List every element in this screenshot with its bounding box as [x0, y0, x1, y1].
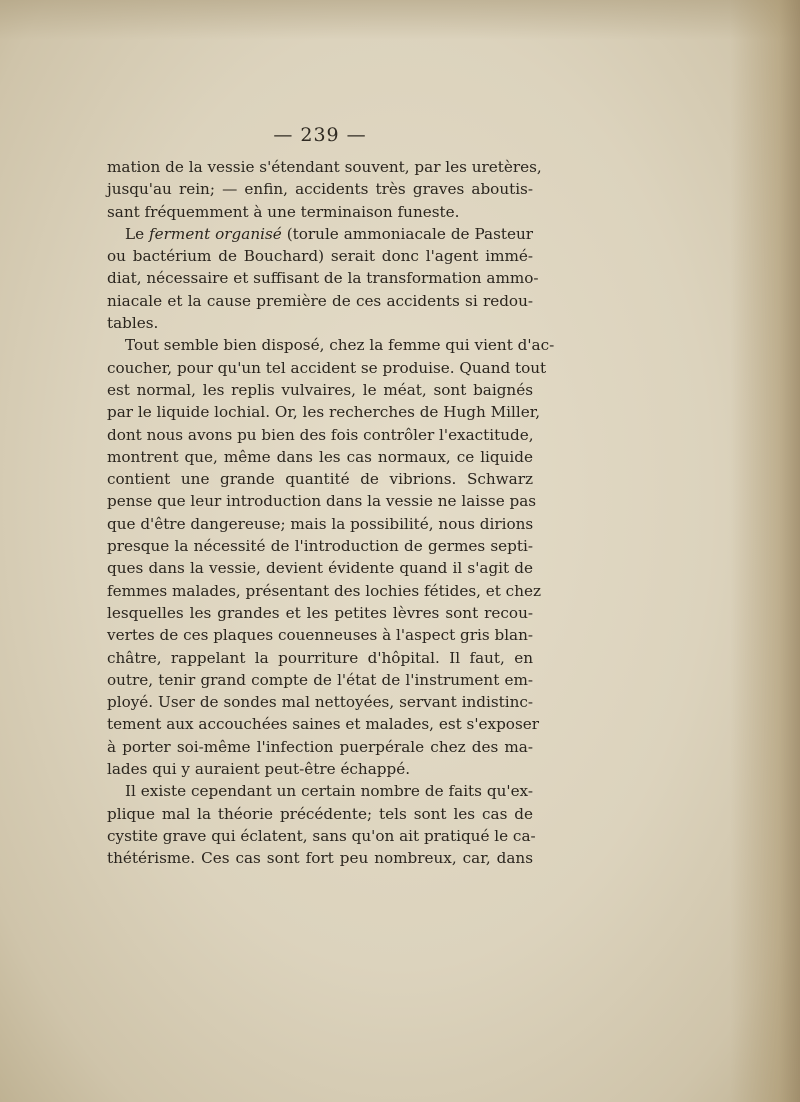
text-line: jusqu'au rein; — enfin, accidents très graves aboutis- — [107, 180, 533, 199]
page-edge-shadow-right — [730, 0, 800, 1102]
text-line: tement aux accouchées saines et malades, est s'exposer — [107, 715, 539, 734]
text-line: ployé. User de sondes mal nettoyées, servant indistinc- — [107, 693, 533, 712]
text-line: par le liquide lochial. Or, les recherches de Hugh Miller, — [107, 403, 541, 422]
text-line: à porter soi-même l'infection puerpérale chez des ma- — [107, 737, 533, 756]
text-line: ques dans la vessie, devient évidente quand il s'agit de — [107, 559, 533, 578]
text-line: ou bactérium de Bouchard) serait donc l'agent immé- — [107, 247, 533, 266]
text-line: plique mal la théorie précédente; tels sont les cas de — [107, 804, 533, 823]
text-line: vertes de ces plaques couenneuses à l'aspect gris blan- — [107, 626, 534, 645]
text-line: cystite grave qui éclatent, sans qu'on ait pratiqué le ca- — [107, 826, 536, 845]
page-edge-shadow-top — [0, 0, 800, 40]
text-line: montrent que, même dans les cas normaux, ce liquide — [107, 447, 533, 466]
text-line: que d'être dangereuse; mais la possibilité, nous dirions — [107, 514, 534, 533]
text-line: thétérisme. Ces cas sont fort peu nombreux, car, dans — [107, 849, 533, 868]
text-line: Il existe cependant un certain nombre de faits qu'ex- — [125, 782, 533, 801]
text-line: pense que leur introduction dans la vessie ne laisse pas — [107, 492, 537, 511]
text-line: diat, nécessaire et suffisant de la transformation ammo- — [107, 269, 539, 288]
text-line: tables. — [107, 314, 159, 333]
text-line: Tout semble bien disposé, chez la femme qui vient d'ac- — [125, 336, 555, 355]
text-line: lades qui y auraient peut-être échappé. — [107, 760, 411, 779]
body-text — [107, 156, 555, 870]
text-line: châtre, rappelant la pourriture d'hôpital. Il faut, en — [107, 648, 533, 667]
text-line: contient une grande quantité de vibrions. Schwarz — [107, 470, 533, 489]
text-line: mation de la vessie s'étendant souvent, par les uretères, — [107, 158, 542, 176]
text-line: dont nous avons pu bien des fois contrôler l'exactitude, — [107, 425, 534, 444]
text-line: presque la nécessité de l'introduction de germes septi- — [107, 537, 533, 556]
italic-term: ferment organisé — [149, 224, 282, 243]
text-line: outre, tenir grand compte de l'état de l'instrument em- — [107, 670, 533, 689]
text-line: coucher, pour qu'un tel accident se produise. Quand tout — [107, 358, 547, 377]
text-run: (torule ammoniacale de Pasteur — [281, 224, 534, 243]
page-number: — 239 — — [273, 124, 367, 146]
text-line: lesquelles les grandes et les petites lèvres sont recou- — [107, 603, 533, 622]
text-line: femmes malades, présentant des lochies fétides, et chez — [107, 581, 541, 600]
text-line — [107, 223, 533, 245]
text-line: est normal, les replis vulvaires, le méat, sont baignés — [107, 380, 533, 399]
text-line: sant fréquemment à une terminaison funeste. — [107, 202, 460, 221]
text-run: Le — [125, 224, 150, 243]
text-line: niacale et la cause première de ces accidents si redou- — [107, 291, 533, 310]
